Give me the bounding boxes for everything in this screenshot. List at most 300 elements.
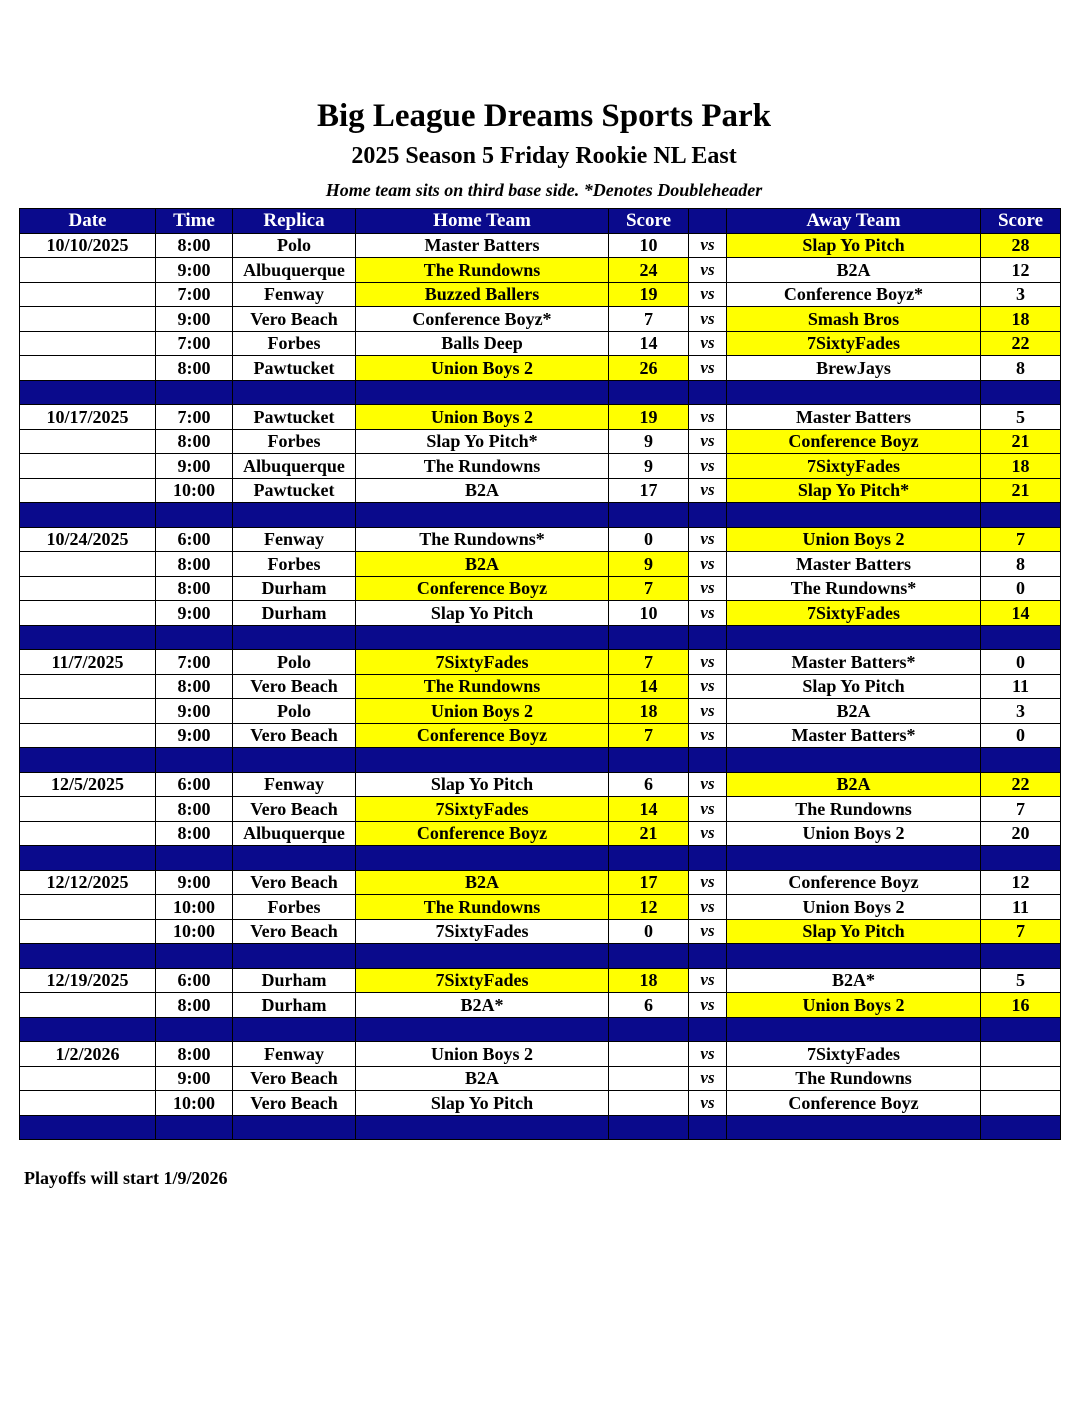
vs-cell: vs — [689, 258, 727, 283]
separator-cell — [356, 1017, 609, 1042]
table-row — [20, 1066, 1061, 1091]
separator-cell — [233, 1017, 356, 1042]
away-score-cell: 20 — [981, 821, 1061, 846]
away-team-cell: Slap Yo Pitch* — [727, 478, 981, 503]
vs-cell: vs — [689, 1042, 727, 1067]
away-score-cell: 7 — [981, 797, 1061, 822]
away-score-cell: 12 — [981, 258, 1061, 283]
time-cell: 8:00 — [156, 233, 233, 258]
separator-cell — [156, 1017, 233, 1042]
separator-cell — [689, 1115, 727, 1140]
away-score-cell: 8 — [981, 552, 1061, 577]
away-team-cell: B2A — [727, 258, 981, 283]
separator-cell — [609, 944, 689, 969]
schedule-body — [20, 233, 1061, 1140]
date-cell — [20, 282, 156, 307]
table-row — [20, 674, 1061, 699]
date-cell: 12/12/2025 — [20, 870, 156, 895]
replica-cell: Albuquerque — [233, 258, 356, 283]
vs-cell: vs — [689, 993, 727, 1018]
separator-cell — [609, 748, 689, 773]
home-team-cell: Union Boys 2 — [356, 356, 609, 381]
table-row — [20, 797, 1061, 822]
date-cell: 12/19/2025 — [20, 968, 156, 993]
away-team-cell: Slap Yo Pitch — [727, 919, 981, 944]
away-score-cell: 22 — [981, 331, 1061, 356]
away-score-cell — [981, 1042, 1061, 1067]
away-score-cell: 28 — [981, 233, 1061, 258]
separator-cell — [20, 1115, 156, 1140]
away-team-cell: Master Batters* — [727, 650, 981, 675]
home-score-cell: 19 — [609, 405, 689, 430]
separator-cell — [609, 846, 689, 871]
week-separator-row — [20, 625, 1061, 650]
separator-cell — [689, 944, 727, 969]
header-row — [20, 209, 1061, 234]
replica-cell: Albuquerque — [233, 454, 356, 479]
away-team-cell: 7SixtyFades — [727, 1042, 981, 1067]
away-team-cell: 7SixtyFades — [727, 454, 981, 479]
away-team-cell: Conference Boyz* — [727, 282, 981, 307]
away-score-cell — [981, 1091, 1061, 1116]
separator-cell — [727, 748, 981, 773]
away-team-cell: 7SixtyFades — [727, 601, 981, 626]
header-time: Time — [156, 209, 233, 234]
home-team-cell: Buzzed Ballers — [356, 282, 609, 307]
replica-cell: Vero Beach — [233, 870, 356, 895]
home-score-cell: 14 — [609, 331, 689, 356]
away-score-cell: 21 — [981, 478, 1061, 503]
home-score-cell: 7 — [609, 723, 689, 748]
time-cell: 9:00 — [156, 258, 233, 283]
home-score-cell: 19 — [609, 282, 689, 307]
away-score-cell: 11 — [981, 674, 1061, 699]
away-score-cell: 0 — [981, 723, 1061, 748]
home-team-cell: 7SixtyFades — [356, 650, 609, 675]
time-cell: 8:00 — [156, 552, 233, 577]
schedule-note: Home team sits on third base side. *Denotes Doubleheader — [325, 180, 763, 200]
separator-cell — [233, 625, 356, 650]
away-score-cell: 8 — [981, 356, 1061, 381]
home-team-cell: 7SixtyFades — [356, 919, 609, 944]
separator-cell — [689, 503, 727, 528]
separator-cell — [356, 625, 609, 650]
date-cell — [20, 674, 156, 699]
home-team-cell: The Rundowns — [356, 674, 609, 699]
vs-cell: vs — [689, 723, 727, 748]
date-cell — [20, 576, 156, 601]
table-row — [20, 993, 1061, 1018]
away-score-cell: 21 — [981, 429, 1061, 454]
vs-cell: vs — [689, 233, 727, 258]
home-team-cell: The Rundowns — [356, 895, 609, 920]
date-cell — [20, 993, 156, 1018]
away-team-cell: Union Boys 2 — [727, 821, 981, 846]
time-cell: 9:00 — [156, 870, 233, 895]
separator-cell — [609, 1017, 689, 1042]
separator-cell — [20, 625, 156, 650]
vs-cell: vs — [689, 576, 727, 601]
away-team-cell: B2A — [727, 699, 981, 724]
home-score-cell: 6 — [609, 993, 689, 1018]
home-team-cell: B2A — [356, 870, 609, 895]
vs-cell: vs — [689, 601, 727, 626]
home-score-cell — [609, 1066, 689, 1091]
table-row — [20, 258, 1061, 283]
separator-cell — [156, 944, 233, 969]
separator-cell — [356, 748, 609, 773]
away-score-cell: 12 — [981, 870, 1061, 895]
separator-cell — [20, 380, 156, 405]
date-cell — [20, 552, 156, 577]
week-separator-row — [20, 503, 1061, 528]
separator-cell — [727, 625, 981, 650]
separator-cell — [20, 944, 156, 969]
replica-cell: Fenway — [233, 772, 356, 797]
home-team-cell: The Rundowns — [356, 454, 609, 479]
replica-cell: Vero Beach — [233, 307, 356, 332]
separator-cell — [356, 944, 609, 969]
table-row — [20, 968, 1061, 993]
date-cell — [20, 1066, 156, 1091]
time-cell: 8:00 — [156, 821, 233, 846]
table-row — [20, 601, 1061, 626]
date-cell — [20, 454, 156, 479]
table-row — [20, 772, 1061, 797]
home-score-cell: 9 — [609, 429, 689, 454]
time-cell: 9:00 — [156, 723, 233, 748]
replica-cell: Forbes — [233, 331, 356, 356]
away-team-cell: Union Boys 2 — [727, 895, 981, 920]
away-score-cell: 14 — [981, 601, 1061, 626]
date-cell: 11/7/2025 — [20, 650, 156, 675]
separator-cell — [981, 1115, 1061, 1140]
home-team-cell: B2A — [356, 1066, 609, 1091]
time-cell: 9:00 — [156, 307, 233, 332]
home-score-cell: 7 — [609, 576, 689, 601]
week-separator-row — [20, 1115, 1061, 1140]
date-cell: 10/24/2025 — [20, 527, 156, 552]
date-cell — [20, 699, 156, 724]
home-score-cell: 14 — [609, 674, 689, 699]
separator-cell — [727, 1115, 981, 1140]
schedule-table — [19, 208, 1061, 1140]
away-score-cell: 16 — [981, 993, 1061, 1018]
replica-cell: Albuquerque — [233, 821, 356, 846]
week-separator-row — [20, 944, 1061, 969]
date-cell: 12/5/2025 — [20, 772, 156, 797]
vs-cell: vs — [689, 527, 727, 552]
away-score-cell — [981, 1066, 1061, 1091]
separator-cell — [727, 1017, 981, 1042]
time-cell: 8:00 — [156, 674, 233, 699]
replica-cell: Pawtucket — [233, 405, 356, 430]
header-home-team: Home Team — [356, 209, 609, 234]
replica-cell: Fenway — [233, 527, 356, 552]
away-score-cell: 3 — [981, 282, 1061, 307]
replica-cell: Fenway — [233, 282, 356, 307]
home-score-cell: 6 — [609, 772, 689, 797]
separator-cell — [981, 1017, 1061, 1042]
home-score-cell: 21 — [609, 821, 689, 846]
vs-cell: vs — [689, 454, 727, 479]
date-cell: 10/17/2025 — [20, 405, 156, 430]
table-row — [20, 1091, 1061, 1116]
date-cell — [20, 478, 156, 503]
separator-cell — [20, 1017, 156, 1042]
time-cell: 9:00 — [156, 601, 233, 626]
home-team-cell: Conference Boyz — [356, 576, 609, 601]
separator-cell — [156, 503, 233, 528]
vs-cell: vs — [689, 1091, 727, 1116]
separator-cell — [689, 748, 727, 773]
date-cell — [20, 821, 156, 846]
replica-cell: Pawtucket — [233, 356, 356, 381]
vs-cell: vs — [689, 552, 727, 577]
time-cell: 8:00 — [156, 429, 233, 454]
separator-cell — [609, 1115, 689, 1140]
separator-cell — [156, 1115, 233, 1140]
vs-cell: vs — [689, 797, 727, 822]
away-team-cell: Conference Boyz — [727, 429, 981, 454]
date-cell — [20, 797, 156, 822]
away-score-cell: 5 — [981, 405, 1061, 430]
table-row — [20, 527, 1061, 552]
away-score-cell: 5 — [981, 968, 1061, 993]
separator-cell — [727, 380, 981, 405]
replica-cell: Pawtucket — [233, 478, 356, 503]
table-row — [20, 356, 1061, 381]
away-team-cell: B2A — [727, 772, 981, 797]
home-team-cell: The Rundowns* — [356, 527, 609, 552]
home-team-cell: 7SixtyFades — [356, 797, 609, 822]
separator-cell — [689, 1017, 727, 1042]
away-score-cell: 0 — [981, 650, 1061, 675]
date-cell — [20, 1091, 156, 1116]
date-cell — [20, 919, 156, 944]
home-team-cell: B2A — [356, 552, 609, 577]
home-team-cell: Union Boys 2 — [356, 1042, 609, 1067]
separator-cell — [20, 748, 156, 773]
vs-cell: vs — [689, 699, 727, 724]
home-team-cell: Conference Boyz — [356, 821, 609, 846]
replica-cell: Vero Beach — [233, 1091, 356, 1116]
separator-cell — [356, 1115, 609, 1140]
separator-cell — [609, 625, 689, 650]
replica-cell: Polo — [233, 699, 356, 724]
table-row — [20, 1042, 1061, 1067]
home-score-cell: 18 — [609, 968, 689, 993]
away-score-cell: 18 — [981, 454, 1061, 479]
table-row — [20, 895, 1061, 920]
away-team-cell: Union Boys 2 — [727, 993, 981, 1018]
vs-cell: vs — [689, 674, 727, 699]
home-score-cell: 17 — [609, 478, 689, 503]
away-team-cell: Conference Boyz — [727, 870, 981, 895]
date-cell — [20, 601, 156, 626]
time-cell: 8:00 — [156, 576, 233, 601]
home-team-cell: B2A* — [356, 993, 609, 1018]
vs-cell: vs — [689, 1066, 727, 1091]
separator-cell — [727, 503, 981, 528]
away-team-cell: The Rundowns — [727, 1066, 981, 1091]
separator-cell — [233, 944, 356, 969]
table-row — [20, 331, 1061, 356]
home-team-cell: The Rundowns — [356, 258, 609, 283]
header-replica: Replica — [233, 209, 356, 234]
time-cell: 6:00 — [156, 527, 233, 552]
separator-cell — [981, 503, 1061, 528]
separator-cell — [727, 846, 981, 871]
home-team-cell: 7SixtyFades — [356, 968, 609, 993]
separator-cell — [233, 748, 356, 773]
date-cell — [20, 429, 156, 454]
away-score-cell: 0 — [981, 576, 1061, 601]
time-cell: 10:00 — [156, 1091, 233, 1116]
separator-cell — [356, 846, 609, 871]
home-score-cell: 9 — [609, 552, 689, 577]
table-row — [20, 919, 1061, 944]
vs-cell: vs — [689, 429, 727, 454]
table-row — [20, 282, 1061, 307]
home-team-cell: Slap Yo Pitch — [356, 772, 609, 797]
date-cell — [20, 723, 156, 748]
separator-cell — [233, 846, 356, 871]
home-team-cell: Slap Yo Pitch — [356, 601, 609, 626]
table-row — [20, 576, 1061, 601]
home-score-cell: 7 — [609, 650, 689, 675]
home-team-cell: Slap Yo Pitch* — [356, 429, 609, 454]
separator-cell — [689, 846, 727, 871]
replica-cell: Vero Beach — [233, 797, 356, 822]
header-vs — [689, 209, 727, 234]
home-team-cell: Balls Deep — [356, 331, 609, 356]
time-cell: 10:00 — [156, 478, 233, 503]
home-score-cell: 9 — [609, 454, 689, 479]
away-team-cell: Master Batters — [727, 405, 981, 430]
table-row — [20, 429, 1061, 454]
away-team-cell: Smash Bros — [727, 307, 981, 332]
vs-cell: vs — [689, 821, 727, 846]
table-row — [20, 233, 1061, 258]
home-score-cell: 24 — [609, 258, 689, 283]
table-row — [20, 552, 1061, 577]
week-separator-row — [20, 846, 1061, 871]
vs-cell: vs — [689, 356, 727, 381]
away-team-cell: Union Boys 2 — [727, 527, 981, 552]
home-team-cell: Union Boys 2 — [356, 405, 609, 430]
vs-cell: vs — [689, 772, 727, 797]
table-row — [20, 307, 1061, 332]
time-cell: 7:00 — [156, 405, 233, 430]
home-team-cell: Conference Boyz — [356, 723, 609, 748]
header-away-score: Score — [981, 209, 1061, 234]
header-date: Date — [20, 209, 156, 234]
home-score-cell — [609, 1042, 689, 1067]
replica-cell: Durham — [233, 601, 356, 626]
date-cell — [20, 895, 156, 920]
home-score-cell: 0 — [609, 919, 689, 944]
table-row — [20, 650, 1061, 675]
date-cell — [20, 331, 156, 356]
separator-cell — [20, 846, 156, 871]
playoffs-note: Playoffs will start 1/9/2026 — [24, 1168, 228, 1188]
replica-cell: Vero Beach — [233, 919, 356, 944]
replica-cell: Fenway — [233, 1042, 356, 1067]
vs-cell: vs — [689, 870, 727, 895]
away-team-cell: 7SixtyFades — [727, 331, 981, 356]
separator-cell — [689, 380, 727, 405]
home-score-cell: 12 — [609, 895, 689, 920]
away-score-cell: 7 — [981, 527, 1061, 552]
vs-cell: vs — [689, 405, 727, 430]
away-team-cell: Slap Yo Pitch — [727, 674, 981, 699]
separator-cell — [689, 625, 727, 650]
vs-cell: vs — [689, 650, 727, 675]
time-cell: 6:00 — [156, 968, 233, 993]
replica-cell: Vero Beach — [233, 723, 356, 748]
separator-cell — [981, 380, 1061, 405]
separator-cell — [356, 503, 609, 528]
away-team-cell: The Rundowns — [727, 797, 981, 822]
time-cell: 10:00 — [156, 895, 233, 920]
away-score-cell: 18 — [981, 307, 1061, 332]
home-score-cell: 26 — [609, 356, 689, 381]
table-row — [20, 699, 1061, 724]
vs-cell: vs — [689, 919, 727, 944]
home-score-cell: 17 — [609, 870, 689, 895]
page-subtitle: 2025 Season 5 Friday Rookie NL East — [351, 143, 737, 169]
away-team-cell: The Rundowns* — [727, 576, 981, 601]
separator-cell — [356, 380, 609, 405]
separator-cell — [233, 380, 356, 405]
away-team-cell: Master Batters* — [727, 723, 981, 748]
separator-cell — [233, 1115, 356, 1140]
time-cell: 6:00 — [156, 772, 233, 797]
header-home-score: Score — [609, 209, 689, 234]
home-team-cell: Slap Yo Pitch — [356, 1091, 609, 1116]
away-team-cell: Master Batters — [727, 552, 981, 577]
home-team-cell: Master Batters — [356, 233, 609, 258]
week-separator-row — [20, 380, 1061, 405]
time-cell: 9:00 — [156, 454, 233, 479]
date-cell — [20, 258, 156, 283]
separator-cell — [156, 846, 233, 871]
separator-cell — [981, 625, 1061, 650]
page-title: Big League Dreams Sports Park — [316, 98, 772, 134]
date-cell — [20, 307, 156, 332]
home-team-cell: Conference Boyz* — [356, 307, 609, 332]
vs-cell: vs — [689, 307, 727, 332]
time-cell: 7:00 — [156, 650, 233, 675]
time-cell: 8:00 — [156, 356, 233, 381]
home-team-cell: B2A — [356, 478, 609, 503]
away-score-cell: 11 — [981, 895, 1061, 920]
table-row — [20, 870, 1061, 895]
time-cell: 7:00 — [156, 282, 233, 307]
date-cell: 10/10/2025 — [20, 233, 156, 258]
time-cell: 8:00 — [156, 1042, 233, 1067]
home-score-cell — [609, 1091, 689, 1116]
separator-cell — [156, 380, 233, 405]
table-row — [20, 723, 1061, 748]
time-cell: 9:00 — [156, 699, 233, 724]
replica-cell: Forbes — [233, 895, 356, 920]
header-away-team: Away Team — [727, 209, 981, 234]
separator-cell — [233, 503, 356, 528]
replica-cell: Durham — [233, 993, 356, 1018]
table-row — [20, 454, 1061, 479]
